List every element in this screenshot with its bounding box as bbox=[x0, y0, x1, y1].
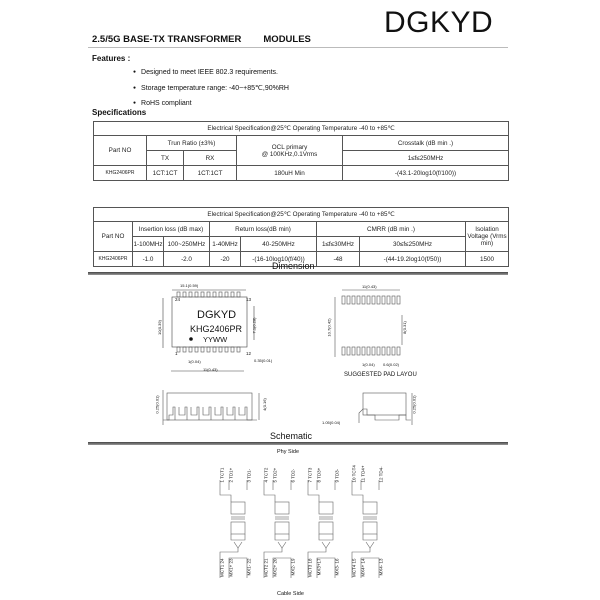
spec-table-2 bbox=[93, 207, 509, 267]
phy-pin-label: 11 TD4+ bbox=[360, 465, 366, 483]
sub-col: 1-100MHz bbox=[133, 237, 164, 252]
feature-item: ● RoHS compliant bbox=[133, 96, 289, 112]
title-part1: 2.5/5G BASE-TX TRANSFORMER bbox=[92, 34, 242, 45]
dim-span: 11(0.43) bbox=[203, 367, 218, 372]
col-part-no: Part NO bbox=[94, 136, 147, 166]
cable-pin-label: MCT2 21 bbox=[263, 558, 269, 578]
col-ocl-line1: OCL primary bbox=[271, 143, 308, 151]
table-caption: Electrical Specification@25℃ Operating Temperature -40 to +85℃ bbox=[94, 122, 509, 136]
pad-dim-pitch: 1(0.04) bbox=[362, 362, 375, 367]
cell-value: -(44-19.2log10(f/50)) bbox=[360, 252, 466, 267]
cell-value: -1.0 bbox=[133, 252, 164, 267]
end-dim-lead: 1.05(0.04) bbox=[322, 420, 341, 425]
sub-col: 40-250MHz bbox=[241, 237, 317, 252]
sub-col: 1-40MHz bbox=[210, 237, 241, 252]
side-dim-standoff: 0.25(0.01) bbox=[154, 395, 160, 414]
dim-width: 15.1(0.59) bbox=[180, 283, 199, 288]
cell-rx: 1CT:1CT bbox=[184, 166, 237, 181]
phy-pin-label: 3 TD1- bbox=[246, 468, 252, 483]
table-caption: Electrical Specification@25℃ Operating Temperature -40 to +85℃ bbox=[94, 208, 509, 222]
phy-pin-label: 6 TD2- bbox=[290, 468, 296, 483]
cell-part: KHG2406PR bbox=[94, 166, 147, 181]
cell-ocl: 180uH Min bbox=[237, 166, 343, 181]
cell-value: -48 bbox=[317, 252, 360, 267]
col-ocl-line2: @ 100KHz,0.1Vrms bbox=[261, 150, 318, 158]
dimension-heading: Dimension bbox=[272, 261, 315, 271]
sub-col: 100~250MHz bbox=[164, 237, 210, 252]
pad-dim-pad: 0.6(0.02) bbox=[383, 362, 400, 367]
spec-table-1 bbox=[93, 121, 509, 181]
col-isolation: Isolation Voltage (Vrms min) bbox=[466, 222, 509, 252]
cell-value: -2.0 bbox=[164, 252, 210, 267]
col-turn-ratio: Trun Ratio (±3%) bbox=[147, 136, 237, 151]
cable-pin-label: MX2+ 20 bbox=[272, 558, 278, 577]
cable-pin-label: MCT3 18 bbox=[307, 558, 313, 578]
cell-value: -(16-10log10(f/40)) bbox=[241, 252, 317, 267]
pad-layout-drawing bbox=[330, 285, 410, 365]
sub-col: 1≤f≤30MHz bbox=[317, 237, 360, 252]
cable-pin-label: MX2- 19 bbox=[290, 558, 296, 576]
phy-pin-label: 7 TCT3 bbox=[307, 467, 313, 483]
cable-pin-label: MX4+ 14 bbox=[360, 558, 366, 577]
schematic-heading: Schematic bbox=[270, 431, 313, 441]
document-title bbox=[92, 34, 311, 45]
cable-pin-label: MCT1 24 bbox=[219, 558, 225, 578]
cable-pin-label: MX1+ 23 bbox=[228, 558, 234, 577]
cell-tx: 1CT:1CT bbox=[147, 166, 184, 181]
dim-height: 10(0.39) bbox=[156, 320, 162, 335]
package-brand: DGKYD bbox=[197, 309, 237, 321]
cable-side-label: Cable Side bbox=[277, 591, 304, 597]
col-return-loss: Return loss(dB min) bbox=[210, 222, 317, 237]
phy-pin-label: 8 TD3+ bbox=[316, 467, 322, 483]
cell-crosstalk: -(43.1-20log10(f/100)) bbox=[343, 166, 509, 181]
pin-1: 1 bbox=[175, 351, 178, 356]
header-divider bbox=[88, 47, 508, 48]
phy-pin-label: 1 TCT1 bbox=[219, 467, 225, 483]
phy-pin-label: 9 TD3- bbox=[334, 468, 340, 483]
cell-value: 1500 bbox=[466, 252, 509, 267]
phy-pin-label: 2 TD1+ bbox=[228, 467, 234, 483]
sub-col: 30≤f≤250MHz bbox=[360, 237, 466, 252]
col-crosstalk-range: 1≤f≤250MHz bbox=[343, 151, 509, 166]
dim-pitch: 1(0.04) bbox=[188, 359, 201, 364]
phy-pin-label: 12 TD4- bbox=[378, 466, 384, 483]
cable-pin-label: MX1- 22 bbox=[246, 558, 252, 576]
package-side-view bbox=[155, 385, 270, 430]
cable-pin-label: MCT4 15 bbox=[351, 558, 357, 578]
col-crosstalk: Crosstalk (dB min .) bbox=[343, 136, 509, 151]
pin-24: 24 bbox=[175, 297, 181, 302]
dim-lead: 0.35(0.01) bbox=[254, 358, 273, 363]
phy-side-label: Phy Side bbox=[277, 449, 300, 455]
pad-dim-inner: 8(0.31) bbox=[401, 321, 407, 334]
col-part-no: Part NO bbox=[94, 222, 133, 252]
schematic-drawing bbox=[200, 480, 400, 580]
cable-pin-label: MX3- 16 bbox=[334, 558, 340, 576]
pad-dim-width: 11(0.43) bbox=[362, 284, 377, 289]
schematic-divider bbox=[88, 442, 508, 445]
features-heading: Features : bbox=[92, 54, 131, 63]
col-tx: TX bbox=[147, 151, 184, 166]
phy-pin-label: 4 TCT2 bbox=[263, 467, 269, 483]
package-part: KHG2406PR bbox=[190, 324, 243, 334]
pin-12: 12 bbox=[246, 351, 252, 356]
phy-pin-label: 10 TCT4 bbox=[351, 465, 357, 483]
cell-part: KHG2406PR bbox=[94, 252, 133, 267]
col-rx: RX bbox=[184, 151, 237, 166]
col-cmrr: CMRR (dB min .) bbox=[317, 222, 466, 237]
features-list bbox=[133, 65, 289, 112]
side-dim-height: 4(0.16) bbox=[261, 398, 267, 411]
package-end-view bbox=[355, 385, 415, 430]
cell-value: -20 bbox=[210, 252, 241, 267]
feature-item: ● Storage temperature range: -40~+85℃,90%RH bbox=[133, 81, 289, 97]
cable-pin-label: MX4- 13 bbox=[378, 558, 384, 576]
package-date-code: YYWW bbox=[203, 335, 228, 344]
feature-item: ● Designed to meet IEEE 802.3 requirements. bbox=[133, 65, 289, 81]
pad-dim-height: 10.7(0.42) bbox=[326, 318, 332, 337]
end-dim-standoff: 0.25(0.01) bbox=[411, 395, 417, 414]
pin-13: 13 bbox=[246, 297, 252, 302]
col-ocl bbox=[237, 136, 343, 166]
specifications-heading: Specifications bbox=[92, 108, 147, 117]
col-insertion-loss: Insertion loss (dB max) bbox=[133, 222, 210, 237]
dim-body: 7.1(0.28) bbox=[251, 317, 257, 334]
phy-pin-label: 5 TD2+ bbox=[272, 467, 278, 483]
title-part2: MODULES bbox=[263, 34, 311, 45]
brand-logo: DGKYD bbox=[384, 6, 494, 39]
cable-pin-label: MX3+17 bbox=[316, 558, 322, 576]
table-row bbox=[94, 166, 509, 181]
pad-layout-label: SUGGESTED PAD LAYOU bbox=[344, 372, 417, 378]
dimension-divider bbox=[88, 272, 508, 275]
